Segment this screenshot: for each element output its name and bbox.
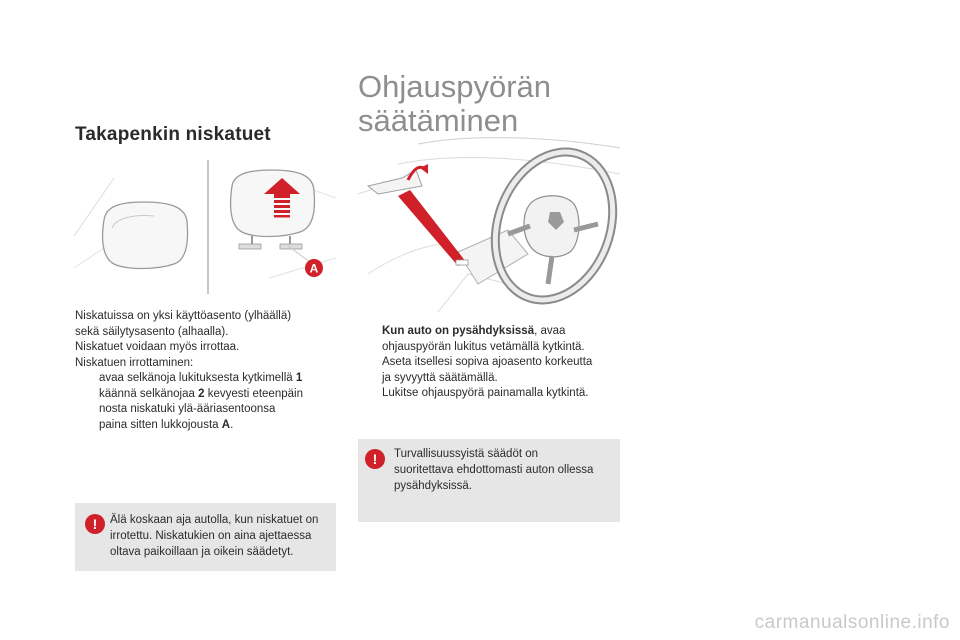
- steering-wheel-illustration: [358, 134, 620, 312]
- step-item: Aseta itsellesi sopiva ajoasento korkeutta ja syvyyttä säätämällä.: [382, 356, 593, 384]
- intro-line: Niskatuen irrottaminen:: [75, 356, 194, 369]
- svg-text:!: !: [92, 516, 98, 532]
- intro-line: Niskatuissa on yksi käyttöasento (ylhäällä): [75, 310, 292, 322]
- step-item: paina sitten lukkojousta A.: [99, 418, 234, 431]
- warning-box-steering: [358, 439, 620, 522]
- warning-line: pysähdyksissä.: [394, 480, 472, 492]
- step-item: Lukitse ohjauspyörä painamalla kytkintä.: [382, 387, 589, 399]
- section-heading-steering-wheel: [358, 70, 551, 138]
- callout-a-label: A: [309, 261, 319, 276]
- intro-line: Niskatuet voidaan myös irrottaa.: [75, 341, 240, 353]
- step-item: Kun auto on pysähdyksissä, avaa ohjauspyörän lukitus vetämällä kytkintä.: [382, 325, 585, 353]
- warning-icon: [84, 513, 106, 535]
- warning-line: Turvallisuussyistä säädöt on: [394, 448, 539, 460]
- warning-line: suoritettava ehdottomasti auton ollessa: [394, 464, 594, 476]
- step-item: käännä selkänojaa 2 kevyesti eteenpäin: [99, 387, 303, 400]
- heading-line: säätäminen: [358, 103, 519, 138]
- warning-line: oltava paikoillaan ja oikein säädetyt.: [110, 546, 294, 558]
- section-heading-rear-headrests: Takapenkin niskatuet: [75, 124, 271, 145]
- headrest-illustration: [74, 158, 336, 296]
- intro-line: sekä säilytysasento (alhaalla).: [75, 325, 229, 338]
- step-item: nosta niskatuki ylä-ääriasentoonsa: [99, 403, 276, 415]
- warning-line: Älä koskaan aja autolla, kun niskatuet on: [110, 514, 319, 526]
- warning-icon: [364, 448, 386, 470]
- step-item: avaa selkänoja lukituksesta kytkimellä 1: [99, 372, 303, 384]
- steering-instructions: [358, 324, 620, 402]
- warning-box-headrests: [75, 503, 336, 571]
- rear-headrest-instructions: [75, 309, 337, 433]
- svg-text:!: !: [372, 451, 378, 467]
- heading-line: Ohjauspyörän: [358, 69, 552, 104]
- watermark: carmanualsonline.info: [754, 612, 950, 633]
- warning-line: irrotettu. Niskatukien on aina ajettaessa: [110, 530, 312, 542]
